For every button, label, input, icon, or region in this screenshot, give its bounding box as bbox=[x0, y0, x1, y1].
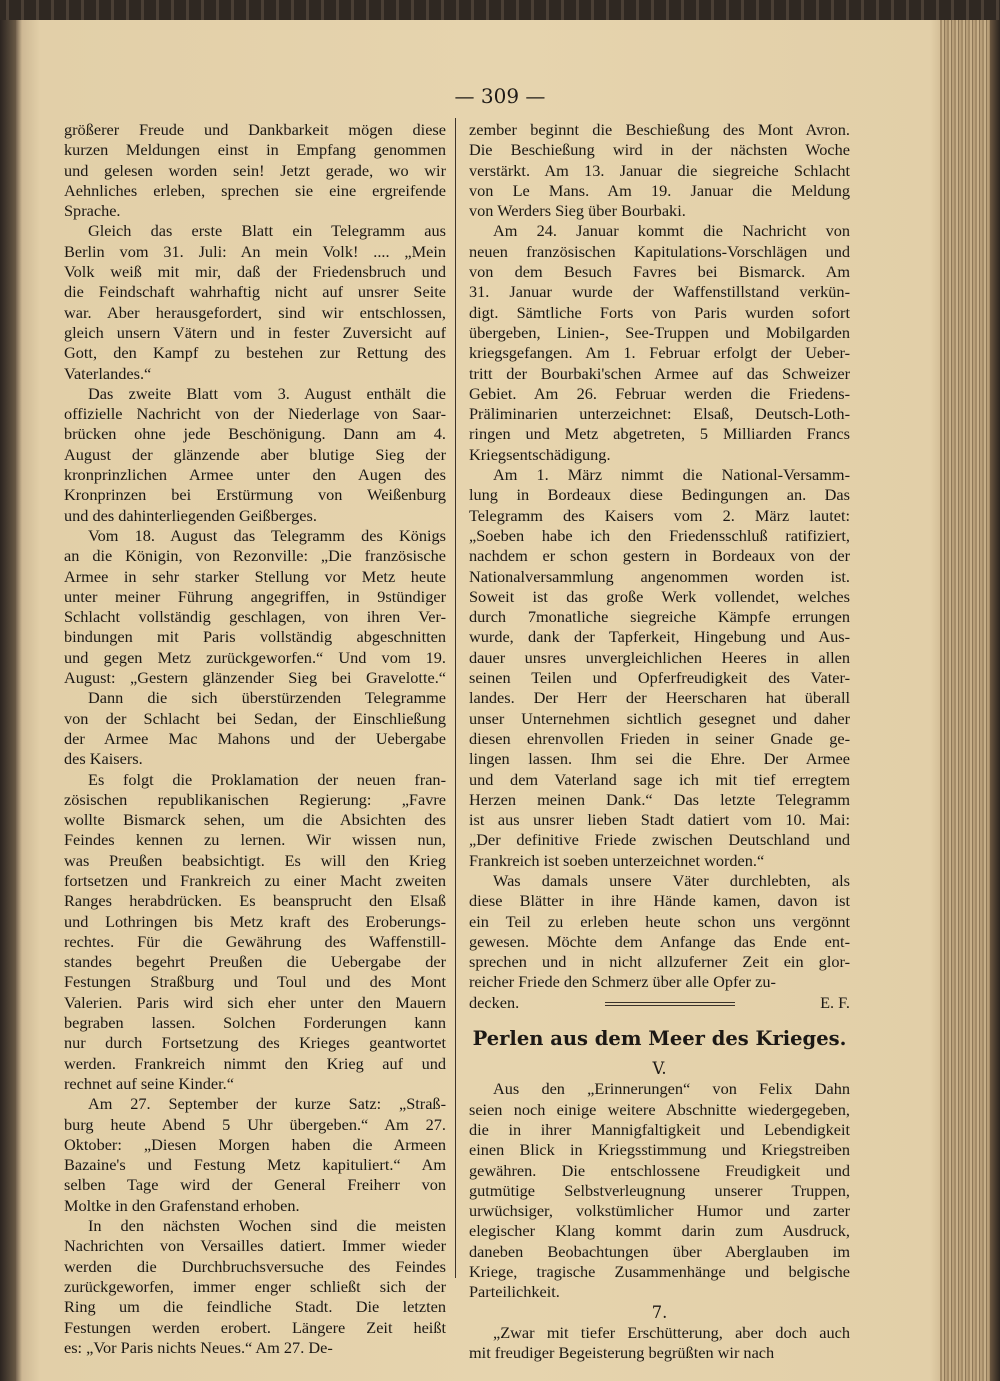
section-intro-text bbox=[469, 1079, 850, 1302]
text-line: Präliminarien unterzeichnet: Elsaß, Deutsch-Loth- bbox=[469, 404, 850, 424]
text-line: Parteilichkeit. bbox=[469, 1282, 560, 1302]
text-line: von der Schlacht bei Sedan, der Einschließung bbox=[64, 708, 446, 728]
text-line: Es folgt die Proklamation der neuen fran- bbox=[88, 769, 446, 789]
page-stack-edge bbox=[940, 20, 1000, 1381]
subsection-numeral: 7. bbox=[651, 1302, 668, 1322]
text-line: Kriege, tragische Zusammenhänge und belgische bbox=[469, 1262, 850, 1282]
text-line: brücken ohne jede Beschönigung. Dann am 4. bbox=[64, 424, 446, 444]
text-line: von Le Mans. Am 19. Januar die Meldung bbox=[469, 180, 850, 200]
text-line: kriegsgefangen. Am 1. Februar erfolgt der Ueber- bbox=[469, 343, 850, 363]
text-line: sprechen und in nicht allzuferner Zeit ein glor- bbox=[469, 952, 850, 972]
text-line: Moltke in den Grafenstand erhoben. bbox=[64, 1195, 300, 1215]
text-line: war. Aber herausgefordert, sind wir entschlossen, bbox=[64, 302, 446, 322]
text-line: burg heute Abend 5 Uhr übergeben.“ Am 27. bbox=[64, 1114, 446, 1134]
text-line: digt. Sämtliche Forts von Paris wurden sofort bbox=[469, 302, 850, 322]
text-line: Kriegsentschädigung. bbox=[469, 444, 611, 464]
end-rule bbox=[605, 1002, 735, 1006]
text-line: die in ihrer Mannigfaltigkeit und Lebendigkeit bbox=[469, 1119, 850, 1139]
text-line: und des dahinterliegenden Geißberges. bbox=[64, 505, 317, 525]
text-line: Aehnliches erleben, sprechen sie eine ergreifende bbox=[64, 180, 446, 200]
text-line: nachdem er schon gestern in Bordeaux von der bbox=[469, 546, 850, 566]
text-line: durch 7monatliche siegreiche Kämpfe errungen bbox=[469, 607, 850, 627]
text-line: Aus den „Erinnerungen“ von Felix Dahn bbox=[493, 1079, 850, 1099]
text-line: der Armee Mac Mahons und der Uebergabe bbox=[64, 728, 446, 748]
text-line: 31. Januar wurde der Waffenstillstand verkün- bbox=[469, 282, 850, 302]
text-line: Valerien. Paris wird sich eher unter den Mauern bbox=[64, 992, 446, 1012]
text-line: zember beginnt die Beschießung des Mont Avron. bbox=[469, 120, 850, 139]
text-line: verstärkt. Am 13. Januar die siegreiche Schlacht bbox=[469, 160, 850, 180]
text-line: und gelesen worden sein! Jetzt gerade, wo wir bbox=[64, 160, 446, 180]
text-line: Volk weiß mit mir, daß der Friedensbruch und bbox=[64, 262, 446, 282]
text-line: und gegen Metz zurückgeworfen.“ Und vom 19. bbox=[64, 647, 446, 667]
text-line: „Zwar mit tiefer Erschütterung, aber doch auch bbox=[493, 1322, 850, 1342]
text-line: Dann die sich überstürzenden Telegramme bbox=[88, 688, 446, 708]
text-line: Vaterlandes.“ bbox=[64, 363, 152, 383]
text-line: lingen lassen. Ihm sei die Ehre. Der Armee bbox=[469, 749, 850, 769]
text-line: unser Unternehmen sichtlich gesegnet und daher bbox=[469, 708, 850, 728]
right-column-text bbox=[469, 120, 850, 993]
text-line: von Werders Sieg über Bourbaki. bbox=[469, 201, 686, 221]
text-line: Ring um die feindliche Stadt. Die letzten bbox=[64, 1297, 446, 1317]
text-line: daneben Beobachtungen über Aberglauben im bbox=[469, 1241, 850, 1261]
text-line: an die Königin, von Rezonville: „Die französische bbox=[64, 546, 446, 566]
text-line: elegischer Klang kommt darin zum Ausdruck, bbox=[469, 1221, 850, 1241]
text-line: Gott, den Kampf zu bestehen zur Rettung des bbox=[64, 343, 446, 363]
text-line: Telegramm des Kaisers vom 2. März lautet: bbox=[469, 505, 850, 525]
text-line: wurde, dank der Tapferkeit, Hingebung und Aus- bbox=[469, 627, 850, 647]
text-line: nur durch Fortsetzung des Krieges geantwortet bbox=[64, 1033, 446, 1053]
text-line: Kronprinzen bei Erstürmung von Weißenburg bbox=[64, 485, 446, 505]
previous-page-edge bbox=[0, 20, 16, 1381]
text-line: dauer unsres unvergleichlichen Heeres in allen bbox=[469, 647, 850, 667]
text-line: urwüchsiger, volkstümlicher Humor und zarter bbox=[469, 1201, 850, 1221]
text-line: was Preußen beabsichtigt. Es will den Krieg bbox=[64, 850, 446, 870]
text-line: Oktober: „Diesen Morgen haben die Armeen bbox=[64, 1134, 446, 1154]
text-line: es: „Vor Paris nichts Neues.“ Am 27. De- bbox=[64, 1337, 333, 1357]
text-line: Armee in sehr starker Stellung vor Metz heute bbox=[64, 566, 446, 586]
text-line: August: „Gestern glänzender Sieg bei Gravelotte.“ bbox=[64, 668, 446, 688]
column-divider bbox=[455, 118, 456, 1278]
text-line: Berlin vom 31. Juli: An mein Volk! .... „Mein bbox=[64, 241, 446, 261]
page-number: — 309 — bbox=[454, 84, 546, 108]
text-line: Festungen Straßburg und Toul und des Mont bbox=[64, 972, 446, 992]
text-line: diese Blätter in ihre Hände kamen, davon ist bbox=[469, 891, 850, 911]
text-line: Frankreich ist soeben unterzeichnet worden.“ bbox=[469, 850, 765, 870]
text-line: reicher Friede den Schmerz über alle Opfer zu- bbox=[469, 972, 776, 992]
text-line: Die Beschießung wird in der nächsten Woche bbox=[469, 140, 850, 160]
text-line: offizielle Nachricht von der Niederlage von Saar- bbox=[64, 404, 446, 424]
text-line: Am 27. September der kurze Satz: „Straß- bbox=[88, 1094, 446, 1114]
text-line: ist aus unsrer lieben Stadt datiert vom 10. Mai: bbox=[469, 810, 850, 830]
text-line: Sprache. bbox=[64, 201, 121, 221]
text-line: standes begehrt Preußen die Uebergabe der bbox=[64, 952, 446, 972]
binding-top-edge bbox=[0, 0, 1000, 20]
text-line: begraben lassen. Solchen Forderungen kann bbox=[64, 1013, 446, 1033]
subsection-text bbox=[469, 1323, 850, 1364]
text-line: rechnet auf seine Kinder.“ bbox=[64, 1073, 234, 1093]
text-line: rechtes. Für die Gewährung des Waffenstill- bbox=[64, 931, 446, 951]
text-line: Nationalversammlung angenommen worden ist. bbox=[469, 566, 850, 586]
text-line: werden. Frankreich nimmt den Krieg auf und bbox=[64, 1053, 446, 1073]
text-line: Soweit ist das große Werk vollendet, welches bbox=[469, 586, 850, 606]
text-line: wollte Bismarck sehen, um die Absichten des bbox=[64, 810, 446, 830]
text-line: Vom 18. August das Telegramm des Königs bbox=[88, 525, 446, 545]
text-line: ein Teil zu erleben heute schon uns vergönnt bbox=[469, 911, 850, 931]
text-line: zösischen republikanischen Regierung: „Favre bbox=[64, 789, 446, 809]
text-line: Schlacht vollständig geschlagen, von ihren Ver- bbox=[64, 607, 446, 627]
text-line: Am 1. März nimmt die National-Versamm- bbox=[493, 465, 850, 485]
text-line: seinen Teilen und Opferfreudigkeit des Vater- bbox=[469, 668, 850, 688]
text-line: übergeben, Linien-, See-Truppen und Mobilgarden bbox=[469, 322, 850, 342]
text-line: seien noch einige weitere Abschnitte wiedergegeben, bbox=[469, 1099, 850, 1119]
text-line: „Der definitive Friede zwischen Deutschland und bbox=[469, 830, 850, 850]
text-line: gleich unsern Vätern und in fester Zuversicht auf bbox=[64, 322, 446, 342]
text-line: von dem Besuch Favres bei Bismarck. Am bbox=[469, 262, 850, 282]
text-line: Gleich das erste Blatt ein Telegramm aus bbox=[88, 221, 446, 241]
text-line: größerer Freude und Dankbarkeit mögen diese bbox=[64, 120, 446, 139]
text-line: mit freudiger Begeisterung begrüßten wir nach bbox=[469, 1343, 775, 1363]
text-line: kronprinzlichen Armee unter den Augen des bbox=[64, 465, 446, 485]
text-line: Herzen meinen Dank.“ Das letzte Telegramm bbox=[469, 789, 850, 809]
text-line: ringen und Metz abgetreten, 5 Milliarden Francs bbox=[469, 424, 850, 444]
text-line: Gebiet. Am 26. Februar werden die Friedens- bbox=[469, 383, 850, 403]
text-line: August der glänzende aber blutige Sieg der bbox=[64, 444, 446, 464]
text-line: Das zweite Blatt vom 3. August enthält die bbox=[88, 383, 446, 403]
text-line: Am 24. Januar kommt die Nachricht von bbox=[493, 221, 850, 241]
left-column bbox=[64, 120, 446, 1358]
text-line: die Feindschaft wahrhaftig nicht auf unsrer Seite bbox=[64, 282, 446, 302]
signature-left-word: decken. bbox=[469, 992, 520, 1012]
right-column bbox=[469, 120, 850, 1364]
text-line: werden die Durchbruchsversuche des Feindes bbox=[64, 1256, 446, 1276]
text-line: gewesen. Möchte dem Anfange das Ende ent- bbox=[469, 931, 850, 951]
text-line: In den nächsten Wochen sind die meisten bbox=[88, 1216, 446, 1236]
text-line: Ranges herabdrücken. Es beansprucht den Elsaß bbox=[64, 891, 446, 911]
text-line: bindungen mit Paris vollständig abgeschnitten bbox=[64, 627, 446, 647]
text-line: und dem Vaterland sage ich mit tief erregtem bbox=[469, 769, 850, 789]
text-line: Feindes kennen zu lernen. Wir wissen nun, bbox=[64, 830, 446, 850]
text-line: neuen französischen Kapitulations-Vorschlägen und bbox=[469, 241, 850, 261]
text-line: landes. Der Herr der Heerscharen hat überall bbox=[469, 688, 850, 708]
text-line: kurzen Meldungen einst in Empfang genommen bbox=[64, 140, 446, 160]
text-line: zurückgeworfen, immer enger schließt sich der bbox=[64, 1276, 446, 1296]
text-line: einen Blick in Kriegsstimmung und Kriegstreiben bbox=[469, 1140, 850, 1160]
section-numeral: V. bbox=[652, 1059, 667, 1079]
text-line: unter meiner Führung angegriffen, in 9stündiger bbox=[64, 586, 446, 606]
text-line: Bazaine's und Festung Metz kapituliert.“ Am bbox=[64, 1155, 446, 1175]
text-line: Was damals unsere Väter durchlebten, als bbox=[493, 870, 850, 890]
signature-line bbox=[469, 993, 850, 1013]
text-line: Festungen werden erobert. Längere Zeit heißt bbox=[64, 1317, 446, 1337]
text-line: fortsetzen und Frankreich zu einer Macht zweiten bbox=[64, 870, 446, 890]
text-line: und Lothringen bis Metz kraft des Eroberungs- bbox=[64, 911, 446, 931]
text-line: des Kaisers. bbox=[64, 749, 143, 769]
text-line: Nachrichten von Versailles datiert. Immer wieder bbox=[64, 1236, 446, 1256]
text-line: gewähren. Die entschlossene Freudigkeit und bbox=[469, 1160, 850, 1180]
text-line: diesen ehrenvollen Frieden in seiner Gnade ge- bbox=[469, 728, 850, 748]
section-heading: Perlen aus dem Meer des Krieges. bbox=[472, 1027, 847, 1051]
text-line: tritt der Bourbaki'schen Armee auf das Schweizer bbox=[469, 363, 850, 383]
text-line: „Soeben habe ich den Friedensschluß ratifiziert, bbox=[469, 525, 850, 545]
text-line: lung in Bordeaux diese Bedingungen an. Das bbox=[469, 485, 850, 505]
text-line: gutmütige Selbstverleugnung unserer Truppen, bbox=[469, 1180, 850, 1200]
author-initials: E. F. bbox=[820, 992, 850, 1012]
text-line: selben Tage wird der General Freiherr von bbox=[64, 1175, 446, 1195]
